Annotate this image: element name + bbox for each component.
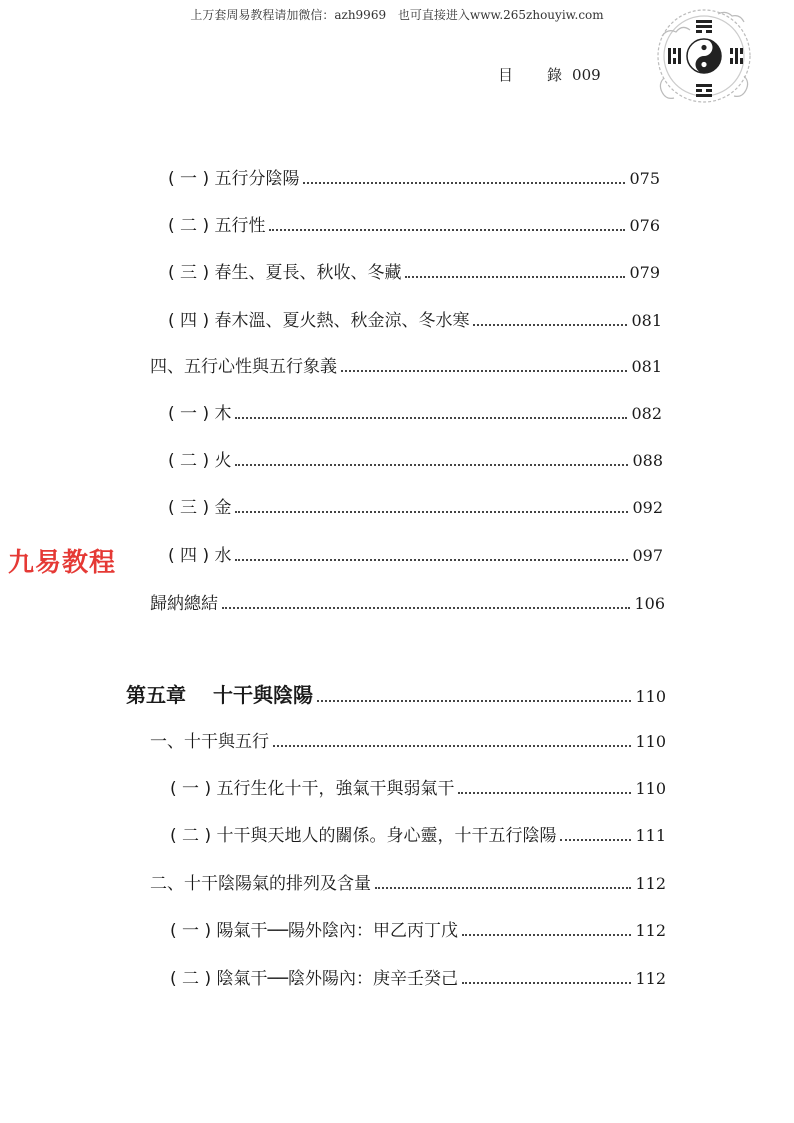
toc-entry-label: ( 三 ) 金 <box>168 498 232 518</box>
dot-leader <box>560 839 631 841</box>
toc-entry[interactable] <box>170 916 666 942</box>
toc-entry-page: 097 <box>632 546 663 565</box>
toc-entry[interactable] <box>168 211 660 237</box>
dot-leader <box>273 745 631 747</box>
toc-entry[interactable] <box>168 493 663 519</box>
toc-entry-label: ( 四 ) 春木溫、夏火熱、秋金涼、冬水寒 <box>168 311 470 331</box>
toc-entry[interactable] <box>150 727 666 753</box>
dot-leader <box>269 229 625 231</box>
dot-leader <box>235 464 628 466</box>
toc-entry[interactable] <box>170 821 666 847</box>
toc-entry-label: ( 三 ) 春生、夏長、秋收、冬藏 <box>168 263 402 283</box>
dot-leader <box>462 982 632 984</box>
toc-entry-label: 四、五行心性與五行象義 <box>150 357 337 377</box>
toc-chapter-entry[interactable] <box>126 679 666 705</box>
toc-entry[interactable] <box>168 446 663 472</box>
toc-entry-page: 110 <box>635 732 666 751</box>
toc-entry[interactable] <box>168 258 660 284</box>
toc-entry-page: 075 <box>629 169 660 188</box>
promo-text: 上万套周易教程请加微信：azh9969 <box>190 8 387 22</box>
toc-entry-label: 歸納總結 <box>150 594 218 614</box>
toc-entry-label: ( 一 ) 五行生化十干，強氣干與弱氣干 <box>170 779 455 799</box>
toc-entry-page: 081 <box>631 357 662 376</box>
toc-entry[interactable] <box>150 589 665 615</box>
dot-leader <box>375 887 631 889</box>
toc-entry-label: ( 一 ) 五行分陰陽 <box>168 169 300 189</box>
dot-leader <box>317 700 631 702</box>
dot-leader <box>405 276 625 278</box>
page-number: 009 <box>572 66 601 84</box>
running-head-char-2: 錄 <box>547 66 563 84</box>
toc-entry-page: 112 <box>635 874 666 893</box>
dot-leader <box>222 607 630 609</box>
toc-entry-page: 082 <box>631 404 662 423</box>
dot-leader <box>303 182 625 184</box>
toc-entry[interactable] <box>150 352 662 378</box>
toc-entry[interactable] <box>168 164 660 190</box>
toc-entry-label: ( 二 ) 五行性 <box>168 216 266 236</box>
watermark-text: 九易教程 <box>8 548 117 578</box>
toc-entry-label: 一、十干與五行 <box>150 732 269 752</box>
toc-entry[interactable] <box>150 869 666 895</box>
toc-entry-page: 081 <box>631 311 662 330</box>
dot-leader <box>235 417 627 419</box>
toc-entry[interactable] <box>168 399 662 425</box>
dot-leader <box>341 370 627 372</box>
toc-entry-page: 092 <box>632 498 663 517</box>
dot-leader <box>235 559 628 561</box>
chapter-title: 第五章 十干與陰陽 <box>126 683 313 707</box>
toc-entry-page: 076 <box>629 216 660 235</box>
toc-entry-page: 112 <box>635 921 666 940</box>
site-link[interactable]: 也可直接进入www.265zhouyiw.com <box>397 8 604 22</box>
running-head <box>498 64 601 85</box>
toc-entry-label: ( 二 ) 火 <box>168 451 232 471</box>
toc-entry[interactable] <box>168 306 662 332</box>
toc-entry-page: 079 <box>629 263 660 282</box>
dot-leader <box>462 934 632 936</box>
toc-entry-label: ( 四 ) 水 <box>168 546 232 566</box>
yin-yang-bagua-icon <box>644 6 762 110</box>
running-head-char-1: 目 <box>498 66 514 84</box>
toc-entry-page: 112 <box>635 969 666 988</box>
toc-entry-page: 110 <box>635 687 666 706</box>
toc-entry[interactable] <box>170 964 666 990</box>
dot-leader <box>473 324 627 326</box>
toc-entry-label: ( 二 ) 陰氣干──陰外陽內：庚辛壬癸己 <box>170 969 458 989</box>
toc-entry-label: 二、十干陰陽氣的排列及含量 <box>150 874 371 894</box>
dot-leader <box>235 511 628 513</box>
toc-entry-label: ( 一 ) 陽氣干──陽外陰內：甲乙丙丁戊 <box>170 921 458 941</box>
toc-entry[interactable] <box>170 774 666 800</box>
toc-entry-label: ( 二 ) 十干與天地人的關係。身心靈，十干五行陰陽 <box>170 826 557 846</box>
toc-entry-page: 106 <box>634 594 665 613</box>
dot-leader <box>458 792 631 794</box>
toc-entry-page: 110 <box>635 779 666 798</box>
toc-entry[interactable] <box>168 541 663 567</box>
toc-entry-page: 088 <box>632 451 663 470</box>
toc-entry-label: ( 一 ) 木 <box>168 404 232 424</box>
toc-entry-page: 111 <box>635 826 666 845</box>
